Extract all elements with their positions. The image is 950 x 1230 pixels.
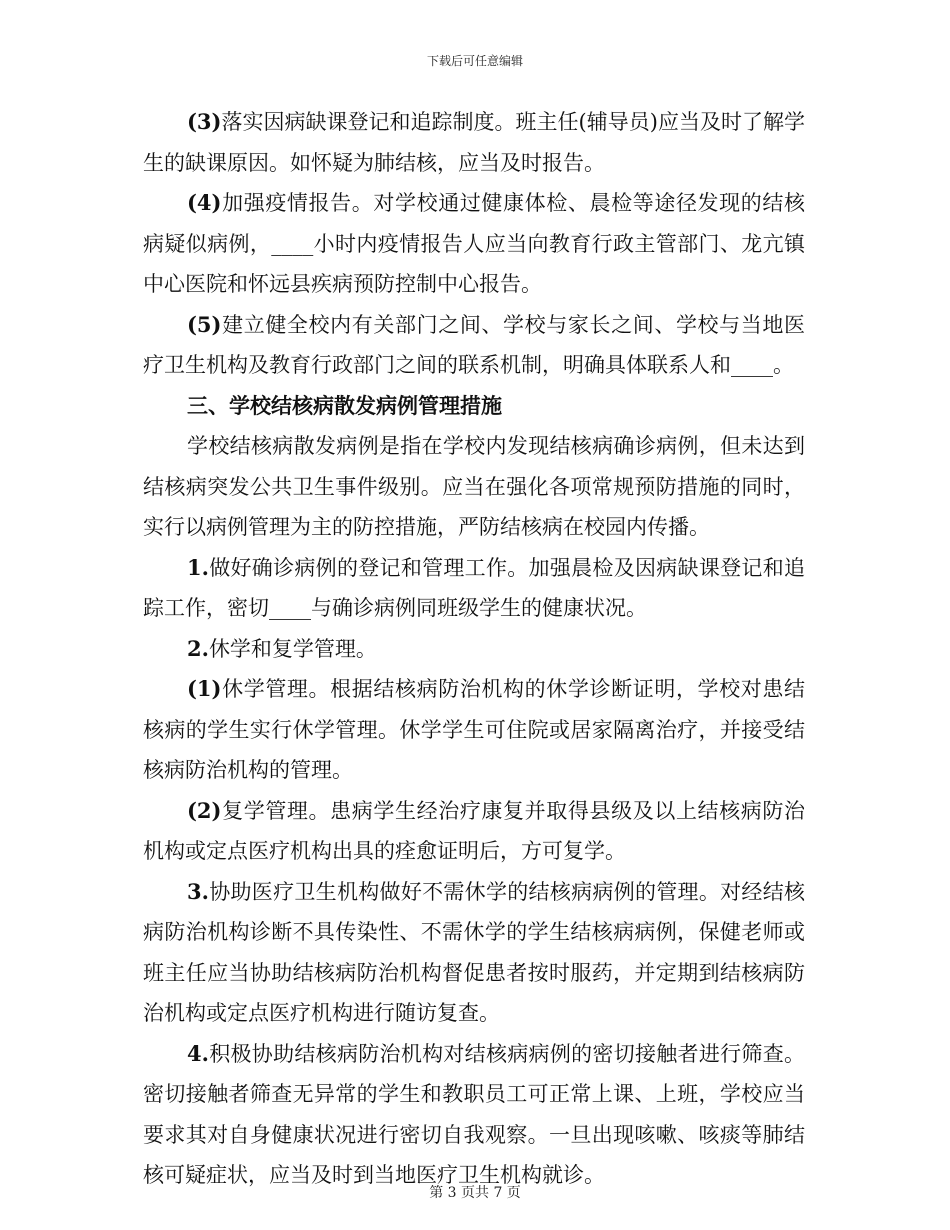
section-intro-paragraph (143, 426, 805, 548)
paragraph-step-4 (143, 1034, 805, 1196)
paragraph-text: 建立健全校内有关部门之间、学校与家长之间、学校与当地医疗卫生机构及教育行政部门之间的联系机制，明确具体联系人和____。 (143, 312, 805, 377)
paragraph-text: 休学管理。根据结核病防治机构的休学诊断证明，学校对患结核病的学生实行休学管理。休学学生可住院或居家隔离治疗，并接受结核病防治机构的管理。 (143, 677, 805, 782)
item-number: 1. (187, 554, 209, 580)
item-number: (4) (187, 190, 222, 215)
item-number: 2. (187, 635, 209, 661)
item-number: 3. (187, 878, 209, 904)
item-number: (1) (187, 676, 222, 701)
document-body (143, 102, 805, 1196)
paragraph-item-3 (143, 102, 805, 183)
paragraph-text: 协助医疗卫生机构做好不需休学的结核病病例的管理。对经结核病防治机构诊断不具传染性、不需休学的学生结核病病例，保健老师或班主任应当协助结核病防治机构督促患者按时服药，并定期到结核病防治机构或定点医疗机构进行随访复查。 (143, 879, 805, 1025)
paragraph-text: 加强疫情报告。对学校通过健康体检、晨检等途径发现的结核病疑似病例，____小时内疫情报告人应当向教育行政主管部门、龙亢镇中心医院和怀远县疾病预防控制中心报告。 (143, 191, 805, 296)
page-header: 下载后可任意编辑 (426, 54, 523, 68)
paragraph-text: 落实因病缺课登记和追踪制度。班主任(辅导员)应当及时了解学生的缺课原因。如怀疑为肺结核，应当及时报告。 (143, 110, 805, 175)
paragraph-substep-1 (143, 669, 805, 791)
page-footer: 第 3 页共 7 页 (429, 1185, 521, 1201)
paragraph-item-4 (143, 183, 805, 305)
paragraph-step-3 (143, 872, 805, 1034)
paragraph-item-5 (143, 305, 805, 386)
paragraph-step-2 (143, 629, 805, 670)
paragraph-step-1 (143, 548, 805, 629)
item-number: (3) (187, 109, 222, 134)
paragraph-text: 学校结核病散发病例是指在学校内发现结核病确诊病例，但未达到结核病突发公共卫生事件级别。应当在强化各项常规预防措施的同时，实行以病例管理为主的防控措施，严防结核病在校园内传播。 (143, 434, 805, 539)
section-heading-text: 三、学校结核病散发病例管理措施 (187, 392, 502, 418)
section-heading (143, 386, 805, 427)
item-number: (5) (187, 311, 222, 337)
paragraph-text: 复学管理。患病学生经治疗康复并取得县级及以上结核病防治机构或定点医疗机构出具的痊愈证明后，方可复学。 (143, 798, 805, 863)
paragraph-text: 休学和复学管理。 (208, 636, 377, 661)
item-number: (2) (187, 797, 222, 823)
item-number: 4. (187, 1040, 209, 1066)
paragraph-substep-2 (143, 791, 805, 872)
paragraph-text: 积极协助结核病防治机构对结核病病例的密切接触者进行筛查。密切接触者筛查无异常的学生和教职员工可正常上课、上班，学校应当要求其对自身健康状况进行密切自我观察。一旦出现咳嗽、咳痰等肺结核可疑症状，应当及时到当地医疗卫生机构就诊。 (143, 1041, 805, 1187)
paragraph-text: 做好确诊病例的登记和管理工作。加强晨检及因病缺课登记和追踪工作，密切____与确诊病例同班级学生的健康状况。 (143, 555, 805, 620)
